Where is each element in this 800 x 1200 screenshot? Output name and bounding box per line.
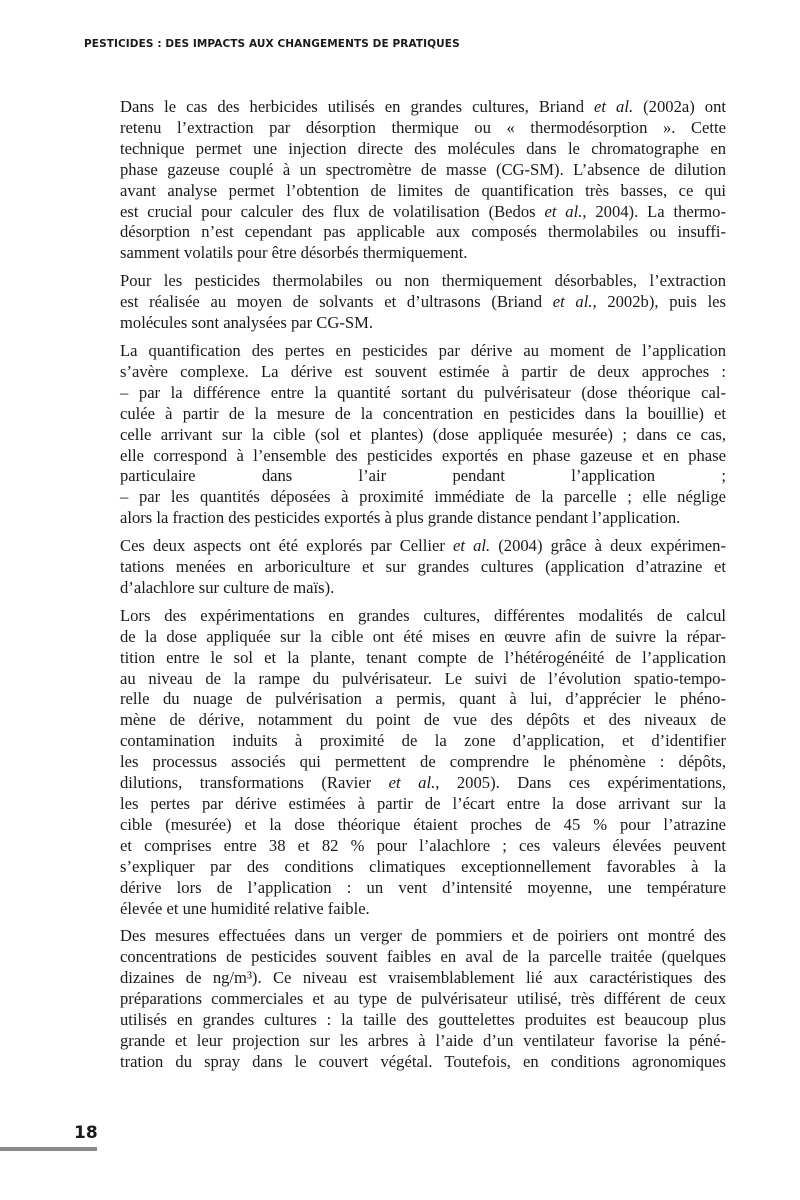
- text-line: dérive lors de l’application : un vent d’intensité moyenne, une température: [120, 877, 726, 897]
- text-line: concentrations de pesticides souvent faibles en aval de la parcelle traitée (quelques: [120, 947, 726, 967]
- text-line: relle du nuage de pulvérisation a permis, quant à lui, d’apprécier le phéno-: [120, 689, 726, 709]
- text-line: dilutions, transformations (Ravier et al., 2005). Dans ces expérimentations,: [120, 773, 726, 793]
- text-line: Ces deux aspects ont été explorés par Cellier et al. (2004) grâce à deux expérimen-: [120, 536, 726, 556]
- text-line: dizaines de ng/m³). Ce niveau est vraisemblablement lié aux caractéristiques des: [120, 968, 726, 988]
- text-line: tations menées en arboriculture et sur grandes cultures (application d’atrazine et: [120, 557, 726, 577]
- text-line: La quantification des pertes en pesticides par dérive au moment de l’application: [120, 340, 726, 360]
- text-line: technique permet une injection directe des molécules dans le chromatographe en: [120, 138, 726, 158]
- text-line: avant analyse permet l’obtention de limites de quantification très basses, ce qui: [120, 180, 726, 200]
- text-line: élevée et une humidité relative faible.: [120, 898, 370, 918]
- text-line: mène de dérive, notamment du point de vue des dépôts et des niveaux de: [120, 710, 726, 730]
- text-line: – par la différence entre la quantité sortant du pulvérisateur (dose théorique cal-: [120, 382, 726, 402]
- text-line: alors la fraction des pesticides exportés à plus grande distance pendant l’application.: [120, 508, 681, 528]
- text-line: molécules sont analysées par CG-SM.: [120, 313, 374, 333]
- paragraph: [120, 926, 726, 1072]
- text-line: Pour les pesticides thermolabiles ou non thermiquement désorbables, l’extraction: [120, 271, 726, 291]
- text-line: retenu l’extraction par désorption thermique ou « thermodésorption ». Cette: [120, 117, 726, 137]
- text-line: phase gazeuse couplé à un spectromètre de masse (CG-SM). L’absence de dilution: [120, 159, 726, 179]
- running-header: PESTICIDES : DES IMPACTS AUX CHANGEMENTS DE PRATIQUES: [84, 38, 460, 50]
- text-line: particulaire dans l’air pendant l’application ;: [120, 466, 726, 486]
- paragraph: [120, 341, 726, 529]
- text-line: les processus associés qui permettent de comprendre le phénomène : dépôts,: [120, 752, 726, 772]
- paragraph: [120, 271, 726, 334]
- text-line: au niveau de la rampe du pulvérisateur. Le suivi de l’évolution spatio-tempo-: [120, 668, 726, 688]
- text-line: est crucial pour calculer des flux de volatilisation (Bedos et al., 2004). La thermo-: [120, 201, 726, 221]
- text-line: utilisés en grandes cultures : la taille des gouttelettes produites est beaucoup plus: [120, 1010, 726, 1030]
- text-line: de la dose appliquée sur la cible ont été mises en œuvre afin de suivre la répar-: [120, 626, 726, 646]
- text-line: samment volatils pour être désorbés thermiquement.: [120, 243, 468, 263]
- paragraph: [120, 97, 726, 264]
- text-line: Dans le cas des herbicides utilisés en grandes cultures, Briand et al. (2002a) ont: [120, 97, 727, 116]
- text-line: s’expliquer par des conditions climatiques exceptionnellement favorables à la: [120, 856, 726, 876]
- paragraph: [120, 606, 726, 920]
- text-line: tration du spray dans le couvert végétal. Toutefois, en conditions agronomiques: [120, 1051, 726, 1071]
- text-line: celle arrivant sur la cible (sol et plantes) (dose appliquée mesurée) ; dans ce cas,: [120, 424, 726, 444]
- text-line: préparations commerciales et au type de pulvérisateur utilisé, très différent de ceux: [120, 989, 726, 1009]
- text-line: Des mesures effectuées dans un verger de pommiers et de poiriers ont montré des: [120, 926, 726, 946]
- paragraph: [120, 536, 726, 599]
- text-line: Lors des expérimentations en grandes cultures, différentes modalités de calcul: [120, 605, 726, 625]
- text-line: contamination induits à proximité de la zone d’application, et d’identifier: [120, 731, 726, 751]
- text-line: les pertes par dérive estimées à partir de l’écart entre la dose arrivant sur la: [120, 794, 726, 813]
- text-line: elle correspond à l’ensemble des pesticides exportés en phase gazeuse et en phase: [120, 445, 726, 465]
- text-line: s’avère complexe. La dérive est souvent estimée à partir de deux approches :: [120, 361, 726, 381]
- page-number-rule: [0, 1147, 97, 1151]
- text-line: grande et leur projection sur les arbres à l’aide d’un ventilateur favorise la péné-: [120, 1030, 726, 1050]
- text-line: et comprises entre 38 et 82 % pour l’alachlore ; ces valeurs élevées peuvent: [120, 835, 726, 855]
- text-line: est réalisée au moyen de solvants et d’ultrasons (Briand et al., 2002b), puis les: [120, 292, 727, 312]
- body-text: [120, 97, 726, 1080]
- text-line: désorption n’est cependant pas applicable aux composés thermolabiles ou insuffi-: [120, 222, 726, 242]
- text-line: tition entre le sol et la plante, tenant compte de l’hétérogénéité de l’application: [120, 647, 726, 667]
- text-line: culée à partir de la mesure de la concentration en pesticides dans la bouillie) et: [120, 403, 726, 423]
- text-line: cible (mesurée) et la dose théorique étaient proches de 45 % pour l’atrazine: [120, 814, 726, 834]
- page-number: 18: [74, 1123, 98, 1143]
- text-line: d’alachlore sur culture de maïs).: [120, 577, 335, 597]
- text-line: – par les quantités déposées à proximité immédiate de la parcelle ; elle néglige: [120, 487, 726, 507]
